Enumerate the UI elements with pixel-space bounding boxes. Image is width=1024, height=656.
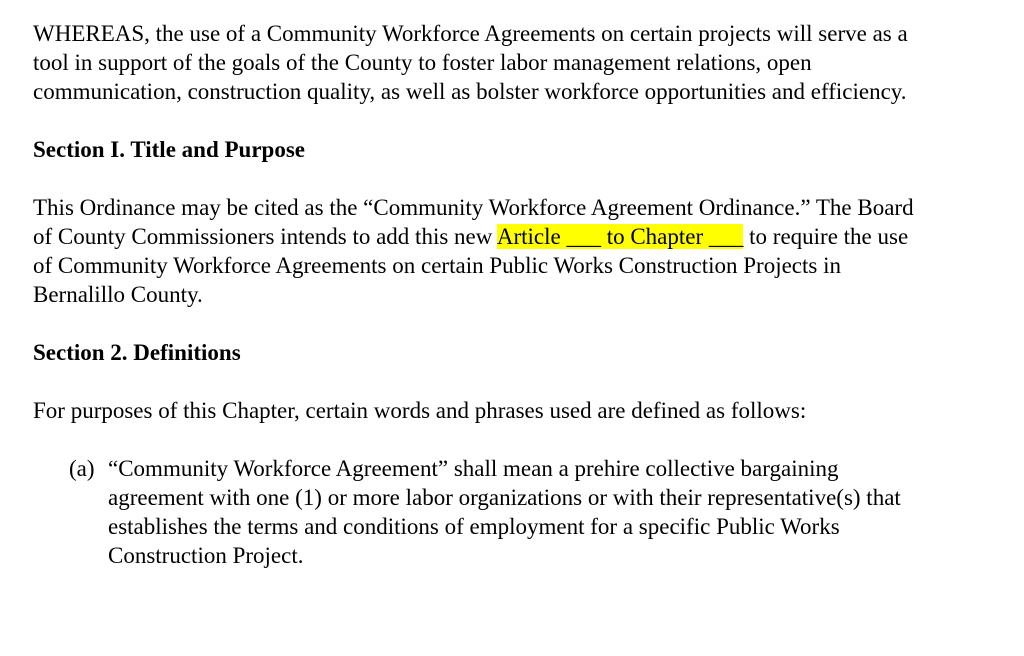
- section-1-heading: Section I. Title and Purpose: [33, 137, 305, 162]
- highlighted-placeholder: Article ___ to Chapter ___: [496, 224, 744, 249]
- spacer: [33, 309, 1008, 338]
- document-page: [33, 19, 1008, 570]
- whereas-line: communication, construction quality, as well as bolster workforce opportunities and efficiency.: [33, 79, 907, 104]
- definition-line: establishes the terms and conditions of employment for a specific Public Works: [108, 514, 840, 539]
- section-2-intro: For purposes of this Chapter, certain words and phrases used are defined as follows:: [33, 398, 807, 423]
- section-2-heading: Section 2. Definitions: [33, 340, 241, 365]
- section-1-text: to require the use: [743, 224, 909, 249]
- whereas-line: tool in support of the goals of the County to foster labor management relations, open: [33, 50, 812, 75]
- definition-item: [33, 454, 1008, 570]
- section-1-line: of Community Workforce Agreements on certain Public Works Construction Projects in: [33, 253, 841, 278]
- spacer: [33, 367, 1008, 396]
- whereas-paragraph: [33, 19, 1008, 106]
- spacer: [33, 425, 1008, 454]
- definition-line: Construction Project.: [108, 543, 304, 568]
- whereas-line: WHEREAS, the use of a Community Workforce Agreements on certain projects will serve as a: [33, 21, 908, 46]
- section-1-line: This Ordinance may be cited as the “Community Workforce Agreement Ordinance.” The Board: [33, 195, 914, 220]
- spacer: [33, 164, 1008, 193]
- definition-line: “Community Workforce Agreement” shall mean a prehire collective bargaining: [108, 456, 839, 481]
- section-1-text: of County Commissioners intends to add this new: [33, 224, 497, 249]
- section-1-paragraph: [33, 193, 1008, 309]
- definition-line: agreement with one (1) or more labor organizations or with their representative(s) that: [108, 485, 901, 510]
- section-1-line: [33, 222, 1008, 251]
- section-1-line: Bernalillo County.: [33, 282, 203, 307]
- spacer: [33, 106, 1008, 135]
- list-marker: (a): [69, 456, 95, 481]
